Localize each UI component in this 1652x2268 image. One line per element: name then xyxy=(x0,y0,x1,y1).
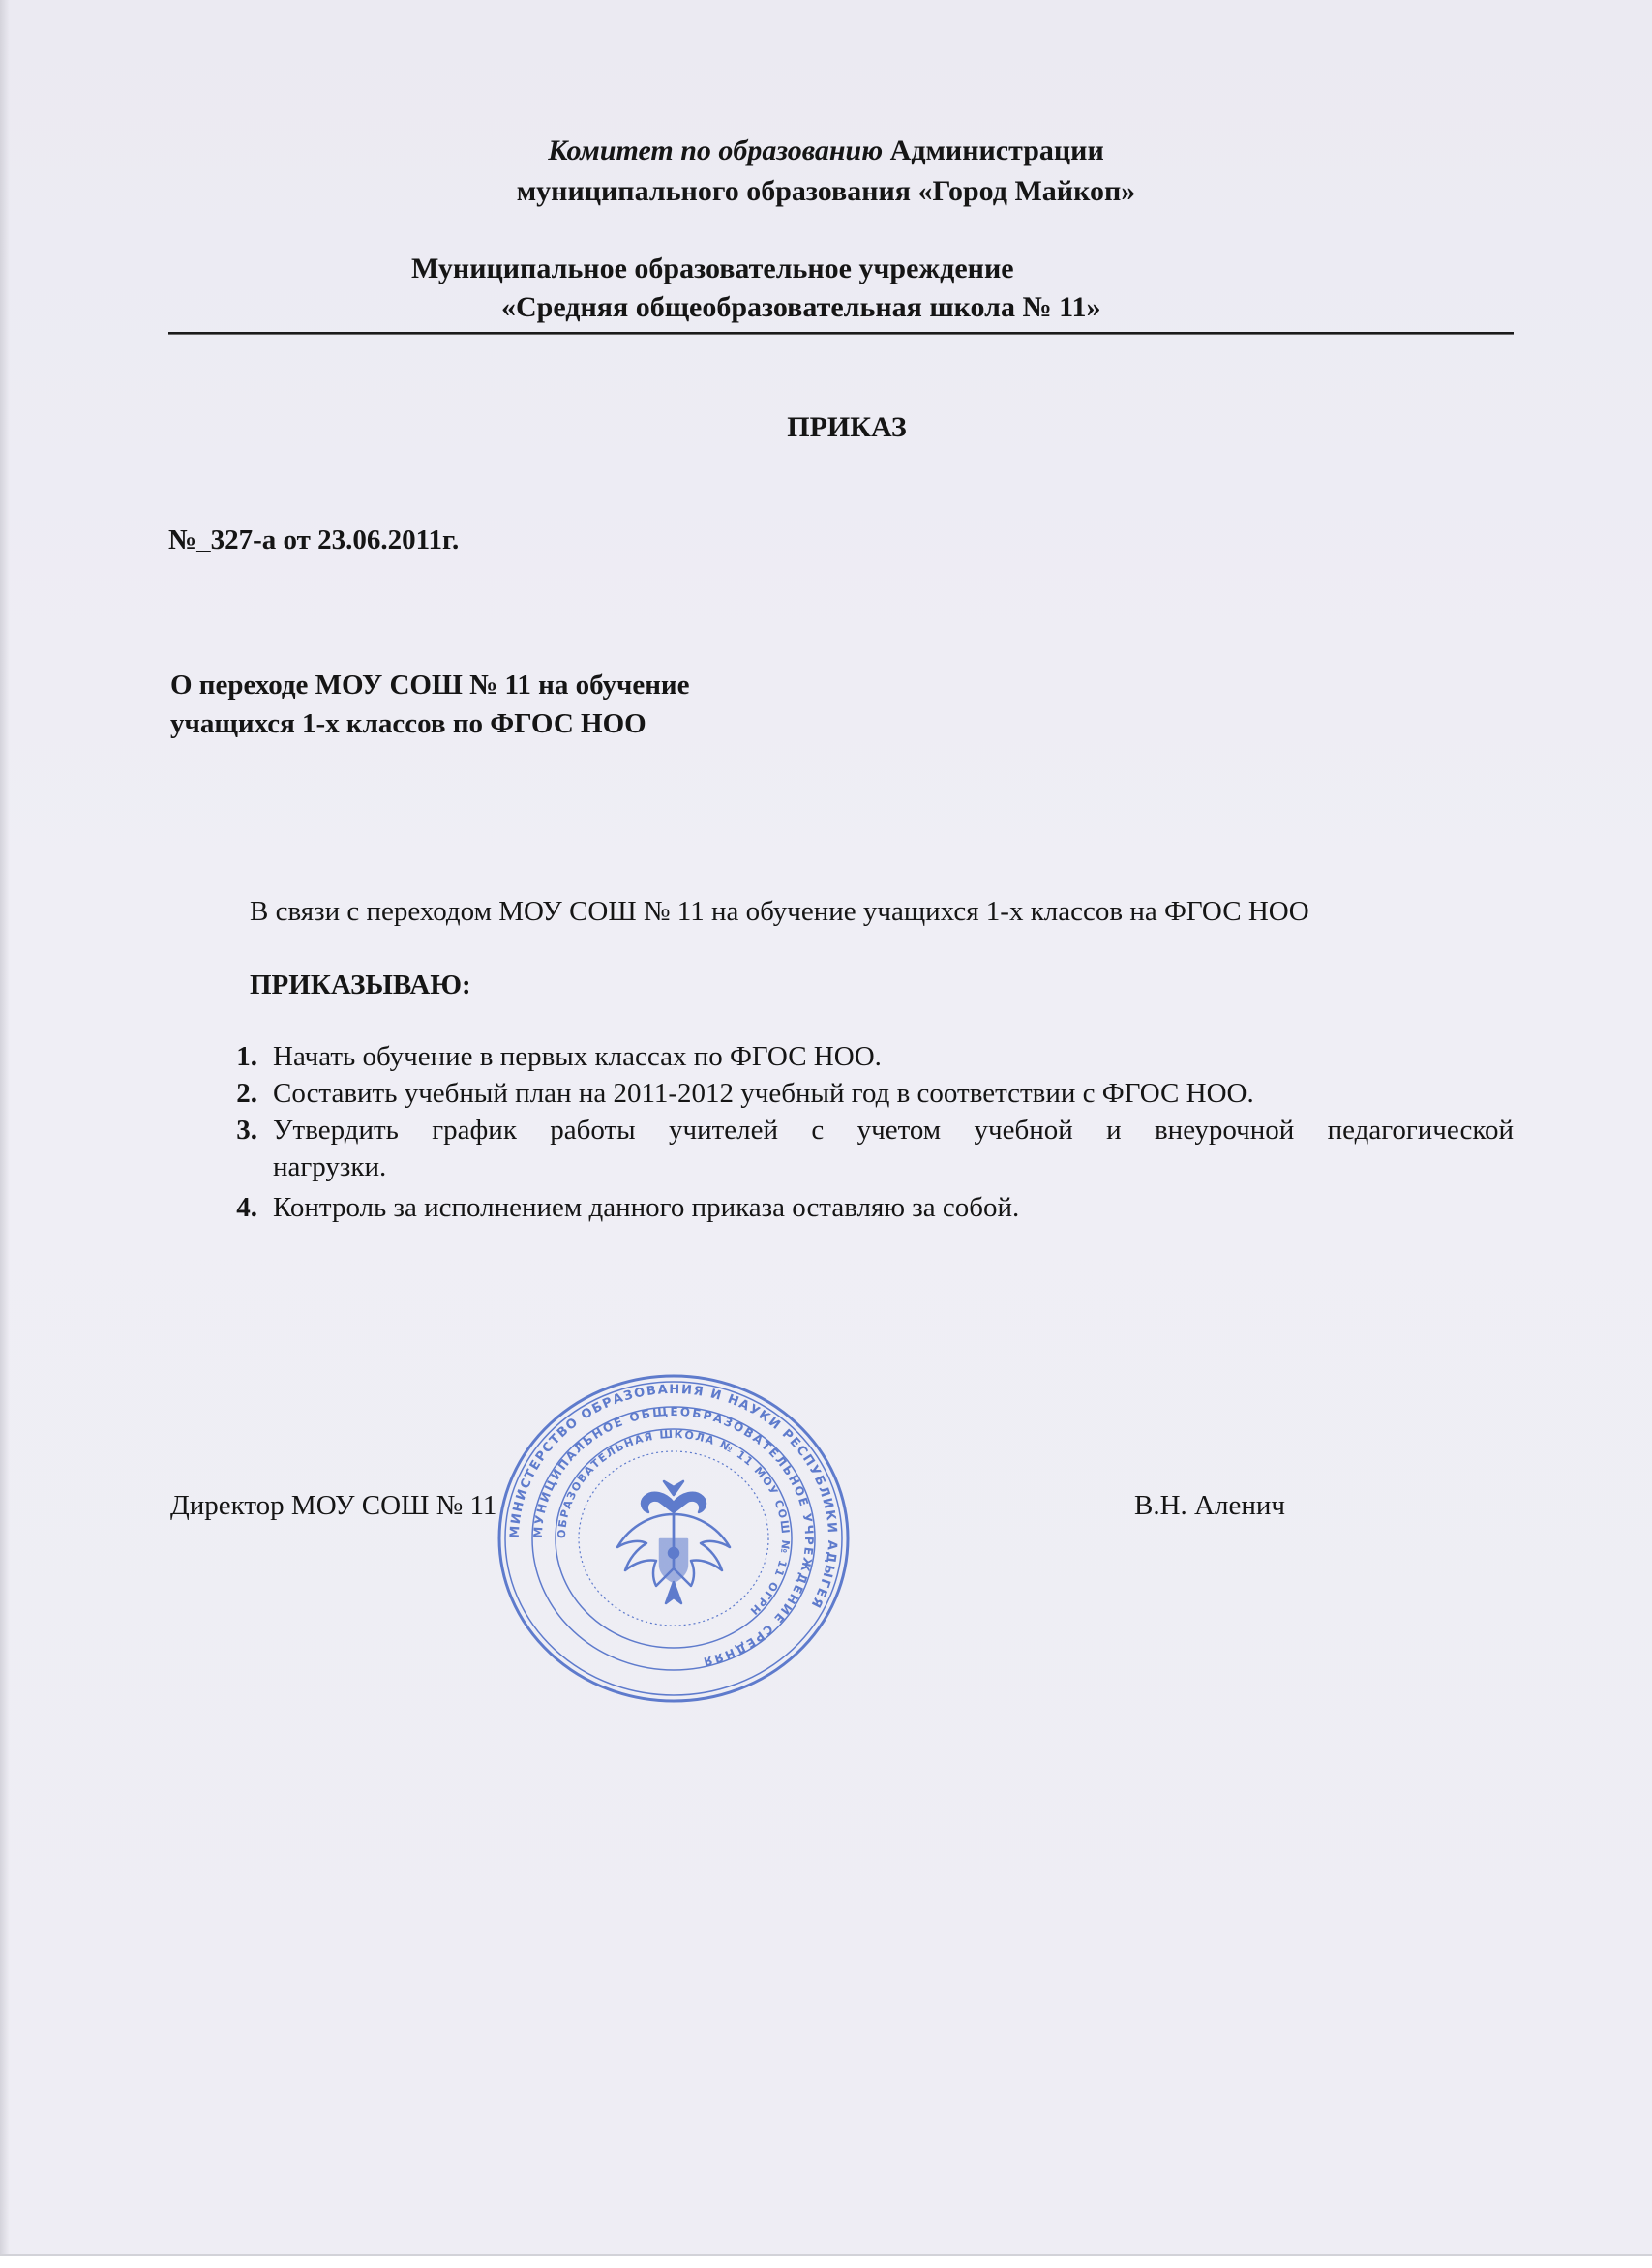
header-divider-line xyxy=(168,332,1514,335)
coat-of-arms-eagle-icon xyxy=(617,1481,730,1603)
list-item-text: Составить учебный план на 2011-2012 учебный год в соответствии с ФГОС НОО. xyxy=(273,1078,1254,1109)
institution-heading-line2: «Средняя общеобразовательная школа № 11» xyxy=(501,291,1101,323)
committee-heading-italic: Комитет по образованию xyxy=(548,134,884,166)
stamp-outer-ring-text: МИНИСТЕРСТВО ОБРАЗОВАНИЯ И НАУКИ РЕСПУБЛИКИ АДЫГЕЯ xyxy=(507,1382,840,1611)
list-item-text: Контроль за исполнением данного приказа оставляю за собой. xyxy=(273,1192,1020,1223)
list-item-number: 2. xyxy=(236,1078,257,1109)
order-subject-line2: учащихся 1-х классов по ФГОС НОО xyxy=(170,708,646,739)
stamp-inner-ring-text: ОБРАЗОВАТЕЛЬНАЯ ШКОЛА № 11 МОУ СОШ № 11 ОГРН xyxy=(555,1427,793,1619)
committee-heading-rest: Администрации xyxy=(883,134,1104,166)
list-item-text: Начать обучение в первых классах по ФГОС НОО. xyxy=(273,1041,882,1072)
order-preamble: В связи с переходом МОУ СОШ № 11 на обучение учащихся 1-х классов на ФГОС НОО xyxy=(250,896,1309,927)
signature-position: Директор МОУ СОШ № 11 xyxy=(170,1490,497,1521)
order-number-date: №_327-а от 23.06.2011г. xyxy=(168,524,460,555)
order-title: ПРИКАЗ xyxy=(787,411,907,443)
committee-heading xyxy=(0,134,1652,168)
order-directive: ПРИКАЗЫВАЮ: xyxy=(250,970,471,1000)
signature-name: В.Н. Аленич xyxy=(1134,1490,1285,1521)
official-stamp xyxy=(494,1369,854,1708)
order-subject-line1: О переходе МОУ СОШ № 11 на обучение xyxy=(170,670,690,701)
scan-edge-shadow xyxy=(0,0,10,2268)
institution-heading-line1: Муниципальное образовательное учреждение xyxy=(411,253,1014,284)
list-item-continuation: нагрузки. xyxy=(273,1151,387,1182)
list-item-number: 1. xyxy=(236,1041,257,1072)
scan-bottom-border xyxy=(0,2254,1652,2268)
list-item-number: 4. xyxy=(236,1192,257,1223)
municipality-heading: муниципального образования «Город Майкоп» xyxy=(516,175,1136,207)
stamp-middle-ring-text: МУНИЦИПАЛЬНОЕ ОБЩЕОБРАЗОВАТЕЛЬНОЕ УЧРЕЖДЕНИЕ СРЕДНЯЯ xyxy=(530,1404,817,1669)
list-item-number: 3. xyxy=(236,1115,257,1146)
list-item-text: Утвердить график работы учителей с учетом учебной и внеурочной педагогической xyxy=(273,1115,1514,1146)
